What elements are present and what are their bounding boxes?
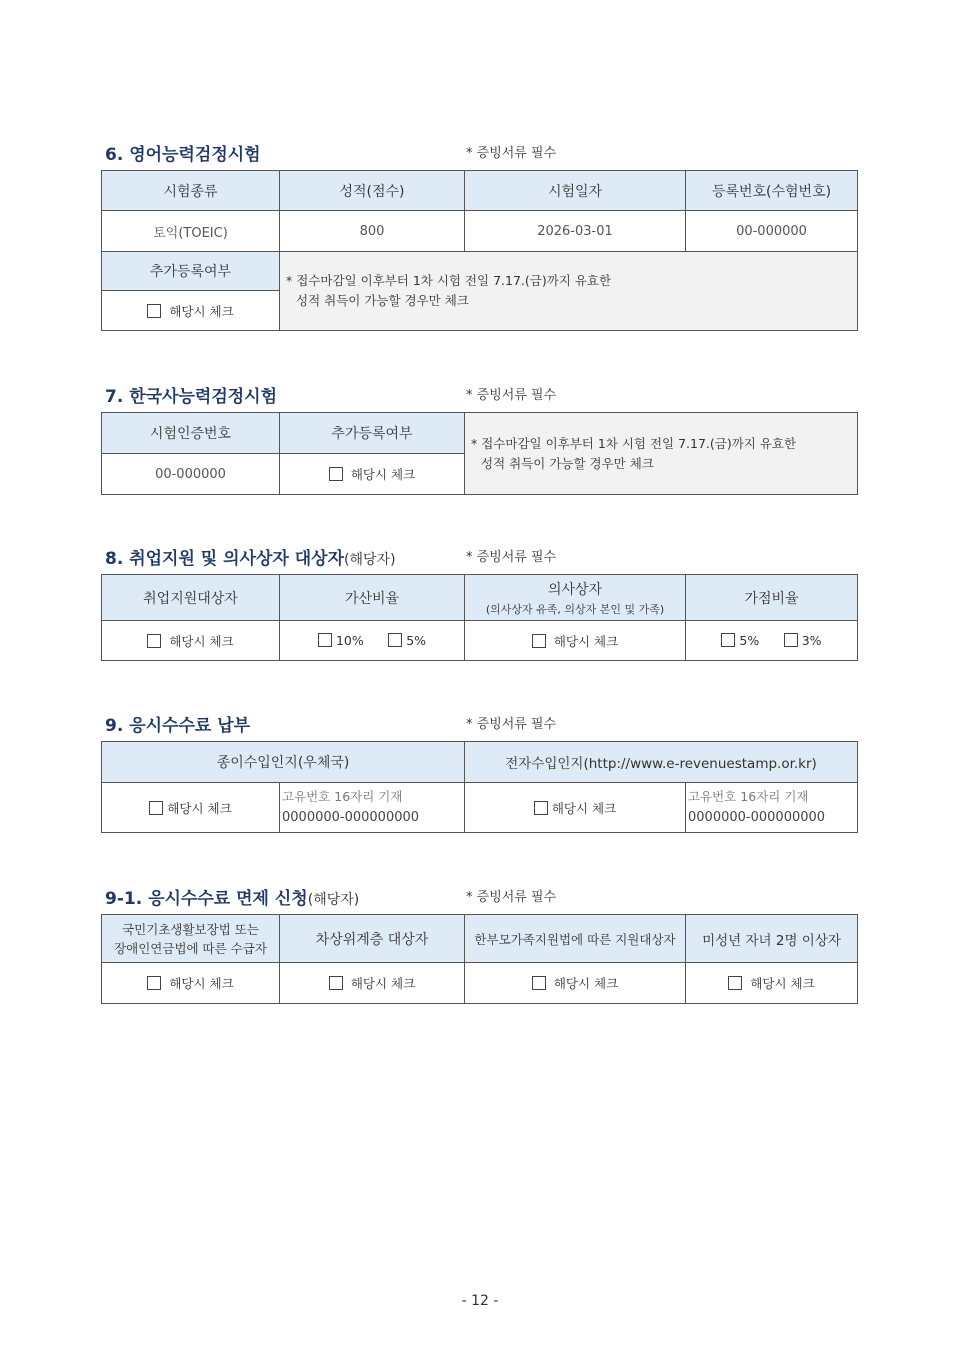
section-note: * 증빙서류 필수 — [466, 890, 557, 905]
checkbox-icon[interactable] — [728, 976, 742, 990]
additional-reg-checkbox[interactable]: 해당시 체크 — [102, 291, 280, 331]
header-basic-livelihood: 국민기초생활보장법 또는 장애인연금법에 따른 수급자 — [102, 915, 280, 963]
header-near-poverty: 차상위계층 대상자 — [280, 915, 465, 963]
employment-support-table — [101, 574, 858, 661]
section-title: 7. 한국사능력검정시험 — [105, 387, 278, 407]
rate-3-option[interactable]: 3% — [784, 633, 822, 648]
header-cert-number: 시험인증번호 — [102, 413, 280, 454]
cert-number-value[interactable]: 00-000000 — [102, 454, 280, 495]
header-extra-rate: 가점비율 — [686, 575, 858, 621]
header-bonus-rate: 가산비율 — [280, 575, 465, 621]
header-additional-reg: 추가등록여부 — [102, 252, 280, 291]
extra-rate-options — [686, 621, 858, 661]
test-type-value[interactable]: 토익(TOEIC) — [102, 211, 280, 252]
section-korean-history-test — [101, 382, 857, 495]
two-minors-checkbox[interactable]: 해당시 체크 — [686, 963, 858, 1004]
additional-reg-checkbox[interactable]: 해당시 체크 — [280, 454, 465, 495]
checkbox-icon[interactable] — [318, 633, 332, 647]
basic-livelihood-checkbox[interactable]: 해당시 체크 — [102, 963, 280, 1004]
section-exam-fee — [101, 711, 857, 833]
checkbox-icon[interactable] — [721, 633, 735, 647]
section-employment-support — [101, 544, 857, 661]
validity-note: * 접수마감일 이후부터 1차 시험 전일 7.17.(금)까지 유효한 성적 취득이 가능할 경우만 체크 — [465, 413, 858, 495]
header-additional-reg: 추가등록여부 — [280, 413, 465, 454]
score-value[interactable]: 800 — [280, 211, 465, 252]
checkbox-icon[interactable] — [532, 634, 546, 648]
header-test-date: 시험일자 — [465, 171, 686, 211]
checkbox-icon[interactable] — [147, 976, 161, 990]
near-poverty-checkbox[interactable]: 해당시 체크 — [280, 963, 465, 1004]
checkbox-icon[interactable] — [329, 976, 343, 990]
test-date-value[interactable]: 2026-03-01 — [465, 211, 686, 252]
section-fee-exemption — [101, 884, 857, 1004]
section-note: * 증빙서류 필수 — [466, 717, 557, 732]
validity-note: * 접수마감일 이후부터 1차 시험 전일 7.17.(금)까지 유효한 성적 취득이 가능할 경우만 체크 — [280, 252, 858, 331]
rate-5-option[interactable]: 5% — [721, 633, 759, 648]
header-test-type: 시험종류 — [102, 171, 280, 211]
header-reg-number: 등록번호(수험번호) — [686, 171, 858, 211]
checkbox-icon[interactable] — [388, 633, 402, 647]
header-employment-target: 취업지원대상자 — [102, 575, 280, 621]
rate-5-option[interactable]: 5% — [388, 633, 426, 648]
section-note: * 증빙서류 필수 — [466, 146, 557, 161]
fee-exemption-table — [101, 914, 858, 1004]
righteous-person-checkbox[interactable]: 해당시 체크 — [465, 621, 686, 661]
section-title: 8. 취업지원 및 의사상자 대상자(해당자) — [105, 549, 396, 569]
section-note: * 증빙서류 필수 — [466, 388, 557, 403]
section-title: 9-1. 응시수수료 면제 신청(해당자) — [105, 889, 360, 909]
section-title: 9. 응시수수료 납부 — [105, 716, 251, 736]
header-paper-stamp: 종이수입인지(우체국) — [102, 742, 465, 783]
checkbox-icon[interactable] — [147, 634, 161, 648]
electronic-stamp-checkbox[interactable]: 해당시 체크 — [465, 783, 686, 833]
bonus-rate-options — [280, 621, 465, 661]
paper-stamp-serial[interactable]: 고유번호 16자리 기재 0000000-000000000 — [280, 783, 465, 833]
page-number: - 12 - — [461, 1293, 499, 1309]
checkbox-icon[interactable] — [784, 633, 798, 647]
checkbox-icon[interactable] — [149, 801, 163, 815]
paper-stamp-checkbox[interactable]: 해당시 체크 — [102, 783, 280, 833]
header-electronic-stamp: 전자수입인지(http://www.e-revenuestamp.or.kr) — [465, 742, 858, 783]
employment-target-checkbox[interactable]: 해당시 체크 — [102, 621, 280, 661]
rate-10-option[interactable]: 10% — [318, 633, 364, 648]
section-note: * 증빙서류 필수 — [466, 550, 557, 565]
exam-fee-table — [101, 741, 858, 833]
english-test-table — [101, 170, 858, 331]
single-parent-checkbox[interactable]: 해당시 체크 — [465, 963, 686, 1004]
section-english-test — [101, 140, 857, 331]
checkbox-icon[interactable] — [532, 976, 546, 990]
electronic-stamp-serial[interactable]: 고유번호 16자리 기재 0000000-000000000 — [686, 783, 858, 833]
section-title: 6. 영어능력검정시험 — [105, 145, 261, 165]
korean-history-table — [101, 412, 858, 495]
header-righteous-person: 의사상자 (의사상자 유족, 의상자 본인 및 가족) — [465, 575, 686, 621]
header-two-minors: 미성년 자녀 2명 이상자 — [686, 915, 858, 963]
checkbox-icon[interactable] — [534, 801, 548, 815]
checkbox-icon[interactable] — [329, 467, 343, 481]
reg-number-value[interactable]: 00-000000 — [686, 211, 858, 252]
checkbox-icon[interactable] — [147, 304, 161, 318]
header-single-parent: 한부모가족지원법에 따른 지원대상자 — [465, 915, 686, 963]
header-score: 성적(점수) — [280, 171, 465, 211]
